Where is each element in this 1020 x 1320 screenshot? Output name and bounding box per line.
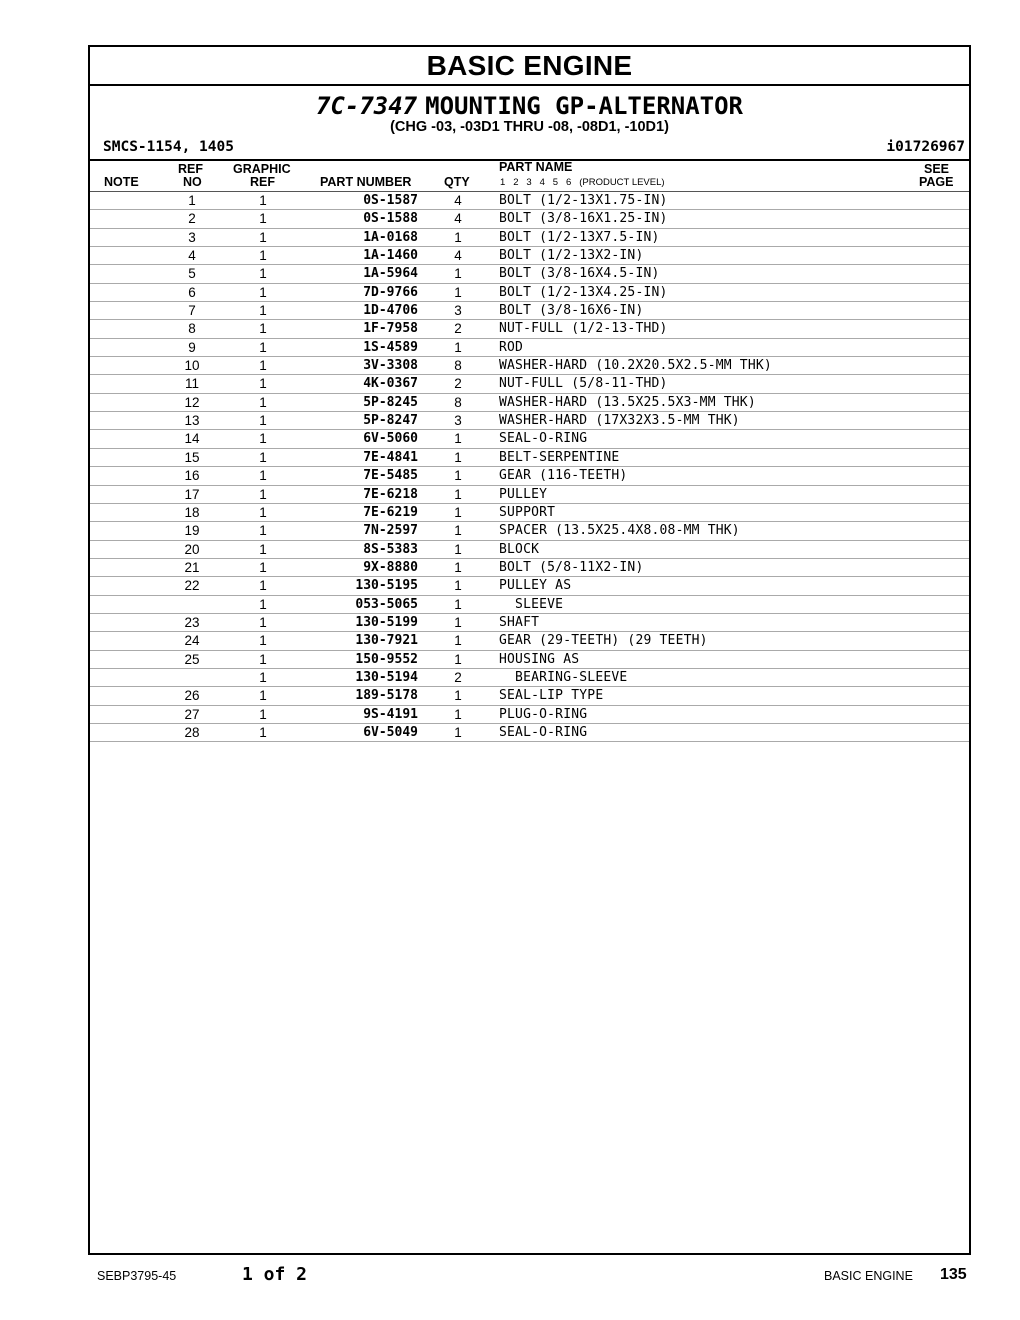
parts-page-frame (88, 45, 971, 1255)
smcs-codes: SMCS-1154, 1405 (103, 139, 234, 155)
part-number-cell: 7E-5485 (363, 468, 418, 484)
table-row (90, 192, 969, 210)
table-row (90, 265, 969, 283)
table-row (90, 394, 969, 412)
header-product-level: 1 2 3 4 5 6 (PRODUCT LEVEL) (500, 177, 665, 188)
part-name-cell: SUPPORT (499, 504, 556, 520)
qty-cell: 1 (454, 614, 462, 630)
qty-cell: 1 (454, 559, 462, 575)
part-name-cell: SLEEVE (499, 596, 564, 612)
graphic-ref-cell: 1 (259, 394, 267, 410)
part-number-cell: 6V-5060 (363, 431, 418, 447)
qty-cell: 1 (454, 266, 462, 282)
part-name-cell: BOLT (3/8-16X1.25-IN) (499, 211, 668, 227)
qty-cell: 1 (454, 504, 462, 520)
part-number-cell: 7E-6218 (363, 486, 418, 502)
qty-cell: 4 (454, 193, 462, 208)
qty-cell: 1 (454, 523, 462, 539)
part-name-cell: BOLT (1/2-13X4.25-IN) (499, 284, 668, 300)
part-name-cell: BOLT (5/8-11X2-IN) (499, 559, 644, 575)
graphic-ref-cell: 1 (259, 486, 267, 502)
part-title (90, 93, 969, 119)
graphic-ref-cell: 1 (259, 504, 267, 520)
header-see: SEE (924, 162, 950, 176)
part-number-cell: 130-5199 (355, 614, 418, 630)
qty-cell: 8 (454, 394, 462, 410)
part-name-cell: SEAL-O-RING (499, 724, 588, 740)
table-row (90, 210, 969, 228)
part-number-cell: 9X-8880 (363, 559, 418, 575)
qty-cell: 1 (454, 724, 462, 740)
qty-cell: 1 (454, 706, 462, 722)
part-name-cell: WASHER-HARD (17X32X3.5-MM THK) (499, 413, 740, 429)
ref-no-cell: 6 (188, 284, 196, 300)
ref-no-cell: 3 (188, 229, 196, 245)
part-number-cell: 053-5065 (355, 596, 418, 612)
ref-no-cell: 16 (184, 468, 200, 484)
page-number: 135 (940, 1266, 967, 1283)
ref-no-cell: 23 (184, 614, 200, 630)
part-number-cell: 8S-5383 (363, 541, 418, 557)
graphic-ref-cell: 1 (259, 724, 267, 740)
table-row (90, 467, 969, 485)
qty-cell: 4 (454, 211, 462, 227)
part-number-cell: 9S-4191 (363, 706, 418, 722)
part-number-cell: 5P-8245 (363, 394, 418, 410)
table-row (90, 430, 969, 448)
ref-no-cell: 19 (184, 523, 200, 539)
graphic-ref-cell: 1 (259, 468, 267, 484)
part-name-cell: PULLEY (499, 486, 548, 502)
graphic-ref-cell: 1 (259, 614, 267, 630)
part-name-cell: BOLT (1/2-13X2-IN) (499, 248, 644, 264)
header-graphic-ref: REF (250, 175, 275, 189)
ref-no-cell: 13 (184, 413, 200, 429)
qty-cell: 1 (454, 229, 462, 245)
ref-no-cell: 10 (184, 358, 200, 374)
graphic-ref-cell: 1 (259, 339, 267, 355)
part-number-cell: 1D-4706 (363, 303, 418, 319)
part-number-cell: 130-7921 (355, 633, 418, 649)
ref-no-cell: 7 (188, 303, 196, 319)
document-code: SEBP3795-45 (97, 1269, 177, 1283)
part-number-cell: 5P-8247 (363, 413, 418, 429)
graphic-ref-cell: 1 (259, 358, 267, 374)
ref-no-cell: 15 (184, 449, 200, 465)
part-name-cell: HOUSING AS (499, 651, 580, 667)
header-part-number: PART NUMBER (320, 175, 412, 189)
ref-no-cell: 9 (188, 339, 196, 355)
ref-no-cell: 18 (184, 504, 200, 520)
qty-cell: 1 (454, 596, 462, 612)
ref-no-cell: 2 (188, 211, 196, 227)
table-row (90, 706, 969, 724)
ref-no-cell: 12 (184, 394, 200, 410)
part-name-cell: WASHER-HARD (10.2X20.5X2.5-MM THK) (499, 358, 772, 374)
ref-no-cell: 27 (184, 706, 200, 722)
table-row (90, 504, 969, 522)
graphic-ref-cell: 1 (259, 596, 267, 612)
table-row (90, 302, 969, 320)
applicability-note: (CHG -03, -03D1 THRU -08, -08D1, -10D1) (390, 119, 669, 135)
part-number-cell: 3V-3308 (363, 358, 418, 374)
graphic-ref-cell: 1 (259, 559, 267, 575)
part-number-cell: 1A-5964 (363, 266, 418, 282)
header-part-name: PART NAME (499, 160, 573, 174)
part-number-cell: 4K-0367 (363, 376, 418, 392)
graphic-ref-cell: 1 (259, 688, 267, 704)
graphic-ref-cell: 1 (259, 633, 267, 649)
part-number-cell: 130-5195 (355, 578, 418, 594)
footer-section-name: BASIC ENGINE (824, 1269, 913, 1283)
header-ref: REF (178, 162, 203, 176)
part-number-cell: 0S-1588 (363, 211, 418, 227)
qty-cell: 1 (454, 633, 462, 649)
table-row (90, 486, 969, 504)
header-no: NO (183, 175, 202, 189)
graphic-ref-cell: 1 (259, 541, 267, 557)
parts-list (90, 192, 969, 742)
table-row (90, 247, 969, 265)
header-qty: QTY (444, 175, 470, 189)
table-row (90, 632, 969, 650)
part-name-cell: BLOCK (499, 541, 540, 557)
part-name-cell: BOLT (1/2-13X1.75-IN) (499, 193, 668, 208)
graphic-ref-cell: 1 (259, 706, 267, 722)
part-group-number: 7C-7347 (315, 92, 418, 120)
graphic-ref-cell: 1 (259, 211, 267, 227)
part-name-cell: GEAR (29-TEETH) (29 TEETH) (499, 633, 708, 649)
part-name-cell: SEAL-O-RING (499, 431, 588, 447)
part-name-cell: NUT-FULL (1/2-13-THD) (499, 321, 668, 337)
part-number-cell: 1A-1460 (363, 248, 418, 264)
part-number-cell: 7D-9766 (363, 284, 418, 300)
graphic-ref-cell: 1 (259, 248, 267, 264)
qty-cell: 4 (454, 248, 462, 264)
table-row (90, 320, 969, 338)
ref-no-cell: 8 (188, 321, 196, 337)
qty-cell: 3 (454, 303, 462, 319)
graphic-ref-cell: 1 (259, 431, 267, 447)
part-number-cell: 189-5178 (355, 688, 418, 704)
part-name-cell: SPACER (13.5X25.4X8.08-MM THK) (499, 523, 740, 539)
part-name-cell: BEARING-SLEEVE (499, 669, 628, 685)
qty-cell: 1 (454, 468, 462, 484)
page-footer (0, 1264, 1020, 1286)
table-row (90, 687, 969, 705)
part-name-cell: BOLT (1/2-13X7.5-IN) (499, 229, 660, 245)
part-number-cell: 7E-4841 (363, 449, 418, 465)
table-row (90, 412, 969, 430)
part-number-cell: 1A-0168 (363, 229, 418, 245)
ref-no-cell: 1 (188, 193, 196, 208)
qty-cell: 1 (454, 339, 462, 355)
ref-no-cell: 20 (184, 541, 200, 557)
qty-cell: 1 (454, 541, 462, 557)
table-row (90, 229, 969, 247)
part-name-cell: SHAFT (499, 614, 540, 630)
page-of-indicator: 1 of 2 (242, 1264, 308, 1285)
ref-no-cell: 21 (184, 559, 200, 575)
part-number-cell: 6V-5049 (363, 724, 418, 740)
qty-cell: 8 (454, 358, 462, 374)
part-name-cell: BOLT (3/8-16X6-IN) (499, 303, 644, 319)
illustration-id: i01726967 (886, 139, 965, 155)
table-row (90, 449, 969, 467)
table-row (90, 284, 969, 302)
ref-no-cell: 5 (188, 266, 196, 282)
table-row (90, 522, 969, 540)
ref-no-cell: 11 (184, 376, 199, 392)
graphic-ref-cell: 1 (259, 284, 267, 300)
table-row (90, 596, 969, 614)
graphic-ref-cell: 1 (259, 669, 267, 685)
part-number-cell: 1S-4589 (363, 339, 418, 355)
part-number-cell: 1F-7958 (363, 321, 418, 337)
ref-no-cell: 28 (184, 724, 200, 740)
table-row (90, 724, 969, 742)
part-number-cell: 150-9552 (355, 651, 418, 667)
table-row (90, 577, 969, 595)
table-row (90, 375, 969, 393)
table-row (90, 614, 969, 632)
ref-no-cell: 14 (184, 431, 200, 447)
part-name-cell: PULLEY AS (499, 578, 572, 594)
qty-cell: 3 (454, 413, 462, 429)
qty-cell: 1 (454, 578, 462, 594)
graphic-ref-cell: 1 (259, 321, 267, 337)
table-row (90, 339, 969, 357)
ref-no-cell: 22 (184, 578, 200, 594)
qty-cell: 1 (454, 284, 462, 300)
graphic-ref-cell: 1 (259, 303, 267, 319)
part-name-cell: SEAL-LIP TYPE (499, 688, 604, 704)
qty-cell: 1 (454, 688, 462, 704)
qty-cell: 2 (454, 669, 462, 685)
part-name-cell: WASHER-HARD (13.5X25.5X3-MM THK) (499, 394, 756, 410)
table-row (90, 669, 969, 687)
part-group-name: MOUNTING GP-ALTERNATOR (425, 92, 744, 120)
qty-cell: 1 (454, 431, 462, 447)
qty-cell: 1 (454, 651, 462, 667)
graphic-ref-cell: 1 (259, 578, 267, 594)
qty-cell: 1 (454, 486, 462, 502)
graphic-ref-cell: 1 (259, 413, 267, 429)
table-row (90, 357, 969, 375)
part-number-cell: 0S-1587 (363, 193, 418, 208)
qty-cell: 2 (454, 376, 462, 392)
graphic-ref-cell: 1 (259, 651, 267, 667)
part-number-cell: 130-5194 (355, 669, 418, 685)
table-row (90, 651, 969, 669)
table-header (90, 161, 969, 192)
header-note: NOTE (104, 175, 139, 189)
part-name-cell: ROD (499, 339, 524, 355)
graphic-ref-cell: 1 (259, 376, 267, 392)
ref-no-cell: 24 (184, 633, 200, 649)
ref-no-cell: 25 (184, 651, 200, 667)
graphic-ref-cell: 1 (259, 229, 267, 245)
smcs-row (90, 137, 969, 161)
graphic-ref-cell: 1 (259, 449, 267, 465)
graphic-ref-cell: 1 (259, 193, 267, 208)
part-number-cell: 7E-6219 (363, 504, 418, 520)
qty-cell: 1 (454, 449, 462, 465)
part-name-cell: PLUG-O-RING (499, 706, 588, 722)
table-row (90, 559, 969, 577)
part-name-cell: GEAR (116-TEETH) (499, 468, 628, 484)
part-name-cell: BELT-SERPENTINE (499, 449, 620, 465)
header-page: PAGE (919, 175, 954, 189)
part-number-cell: 7N-2597 (363, 523, 418, 539)
part-name-cell: NUT-FULL (5/8-11-THD) (499, 376, 668, 392)
ref-no-cell: 17 (184, 486, 200, 502)
ref-no-cell: 26 (184, 688, 200, 704)
part-name-cell: BOLT (3/8-16X4.5-IN) (499, 266, 660, 282)
header-graphic: GRAPHIC (233, 162, 291, 176)
graphic-ref-cell: 1 (259, 523, 267, 539)
section-title: BASIC ENGINE (90, 47, 969, 86)
ref-no-cell: 4 (188, 248, 196, 264)
graphic-ref-cell: 1 (259, 266, 267, 282)
table-row (90, 541, 969, 559)
qty-cell: 2 (454, 321, 462, 337)
